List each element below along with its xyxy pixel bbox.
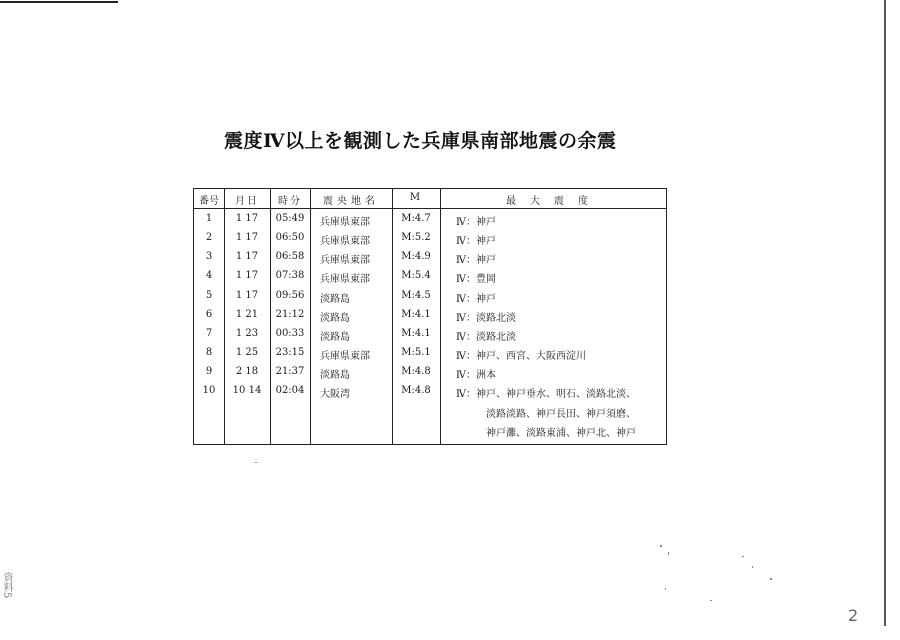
cell-number: 9 [205,366,213,377]
cell-epicenter: 兵庫県東部 [320,255,370,266]
page-title: 震度Ⅳ以上を観測した兵庫県南部地震の余震 [224,130,617,152]
cell-magnitude: M:5.1 [401,347,431,358]
cell-intensity: Ⅳ：神戸 [456,236,496,247]
cell-time: 00:33 [275,328,305,339]
cell-time: 05:49 [275,213,305,224]
cell-intensity: Ⅳ：淡路北淡 [456,332,516,343]
cell-date: 1 17 [235,270,259,281]
cell-intensity: Ⅳ：淡路北淡 [456,313,516,324]
side-margin-note: 資料5 [1,572,12,599]
cell-intensity: Ⅳ：神戸、西宮、大阪西淀川 [456,351,586,362]
intensity-continuation: 神戸灘、淡路東浦、神戸北、神戸 [486,428,636,439]
scan-speck [665,588,666,590]
cell-intensity: Ⅳ：豊岡 [456,274,496,285]
cell-time: 07:38 [275,270,305,281]
cell-epicenter: 淡路島 [320,332,350,343]
scan-speck [660,545,662,547]
header-epicenter: 震央地名 [323,196,379,207]
cell-time: 21:37 [275,366,305,377]
cell-number: 2 [205,232,213,243]
table-row [194,325,666,344]
cell-date: 1 17 [235,251,259,262]
cell-intensity: Ⅳ：洲本 [456,370,496,381]
cell-magnitude: M:4.9 [401,251,431,262]
table-row [194,344,666,363]
aftershock-table [193,188,667,445]
cell-epicenter: 兵庫県東部 [320,217,370,228]
table-row [194,363,666,382]
table-row [194,382,666,401]
cell-number: 7 [205,328,213,339]
page-number: 2 [848,606,859,625]
cell-time: 23:15 [275,347,305,358]
cell-magnitude: M:4.8 [401,366,431,377]
cell-epicenter: 淡路島 [320,294,350,305]
header-date: 月日 [235,196,259,207]
cell-number: 8 [205,347,213,358]
cell-number: 10 [202,385,216,396]
cell-date: 1 17 [235,213,259,224]
scan-speck [742,556,744,557]
cell-epicenter: 淡路島 [320,313,350,324]
scan-speck [668,552,669,555]
cell-intensity: Ⅳ：神戸、神戸垂水、明石、淡路北淡、 [456,389,636,400]
header-magnitude: M [409,192,423,203]
cell-time: 06:58 [275,251,305,262]
scan-speck [710,600,712,601]
header-time: 時分 [278,196,302,207]
table-row [194,306,666,325]
cell-number: 4 [205,270,213,281]
cell-time: 21:12 [275,309,305,320]
cell-date: 10 14 [232,385,262,396]
cell-time: 09:56 [275,290,305,301]
cell-magnitude: M:4.1 [401,309,431,320]
table-row [194,287,666,306]
cell-date: 1 23 [235,328,259,339]
cell-number: 3 [205,251,213,262]
cell-magnitude: M:5.4 [401,270,431,281]
cell-date: 1 17 [235,232,259,243]
cell-epicenter: 兵庫県東部 [320,351,370,362]
scan-speck [752,566,753,568]
cell-date: 1 17 [235,290,259,301]
cell-epicenter: 大阪湾 [320,389,350,400]
table-row [194,210,666,229]
cell-date: 2 18 [235,366,259,377]
scan-speck [770,578,772,580]
cell-date: 1 21 [235,309,259,320]
cell-epicenter: 淡路島 [320,370,350,381]
intensity-continuation: 淡路淡路、神戸長田、神戸須磨、 [486,409,636,420]
cell-time: 02:04 [275,385,305,396]
table-row [194,248,666,267]
cell-date: 1 25 [235,347,259,358]
table-header [194,189,666,209]
header-max-intensity: 最大震度 [506,196,602,207]
cell-number: 5 [205,290,213,301]
cell-intensity: Ⅳ：神戸 [456,294,496,305]
cell-magnitude: M:5.2 [401,232,431,243]
table-row [194,229,666,248]
scan-speck [255,462,257,463]
cell-epicenter: 兵庫県東部 [320,274,370,285]
cell-magnitude: M:4.1 [401,328,431,339]
cell-time: 06:50 [275,232,305,243]
cell-magnitude: M:4.5 [401,290,431,301]
cell-intensity: Ⅳ：神戸 [456,255,496,266]
cell-intensity: Ⅳ：神戸 [456,217,496,228]
cell-magnitude: M:4.8 [401,385,431,396]
cell-epicenter: 兵庫県東部 [320,236,370,247]
table-row [194,267,666,286]
scan-edge-line [884,0,886,626]
cell-magnitude: M:4.7 [401,213,431,224]
top-edge-rule [0,1,118,3]
header-number: 番号 [199,196,219,207]
cell-number: 6 [205,309,213,320]
cell-number: 1 [205,213,213,224]
